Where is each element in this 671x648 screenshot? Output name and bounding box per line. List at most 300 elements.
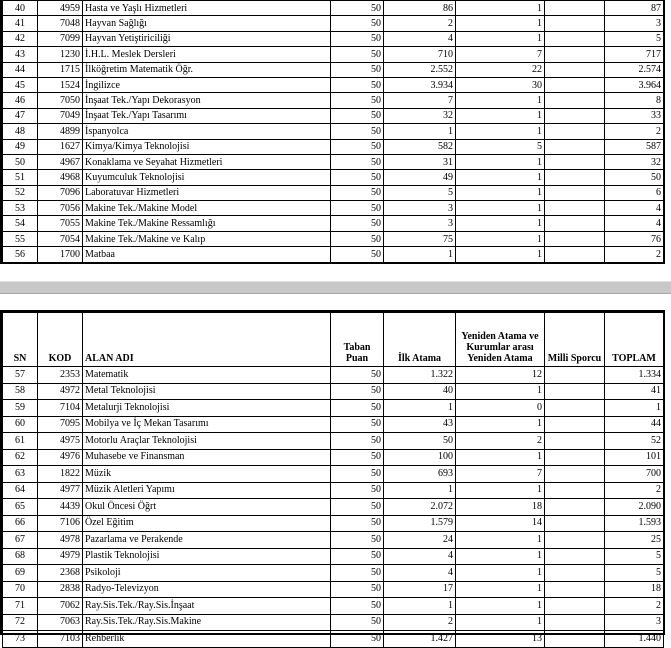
cell-ilk-atama: 32	[384, 108, 456, 123]
cell-milli-sporcu	[545, 598, 605, 615]
cell-kod: 4972	[38, 383, 83, 400]
cell-yeniden-atama: 1	[456, 565, 545, 582]
cell-milli-sporcu	[545, 548, 605, 565]
cell-yeniden-atama: 1	[456, 124, 545, 139]
cell-sn: 43	[3, 47, 38, 62]
cell-ilk-atama: 7	[384, 93, 456, 108]
cell-milli-sporcu	[545, 124, 605, 139]
table-row	[3, 62, 664, 77]
cell-toplam: 6	[605, 185, 664, 200]
table-row	[3, 77, 664, 92]
table-row	[3, 201, 664, 216]
cell-yeniden-atama: 1	[456, 231, 545, 246]
table-row	[3, 185, 664, 200]
cell-sn: 44	[3, 62, 38, 77]
cell-kod: 7096	[38, 185, 83, 200]
cell-taban-puan: 50	[331, 201, 384, 216]
table-row	[3, 383, 664, 400]
cell-taban-puan: 50	[331, 62, 384, 77]
cell-kod: 7048	[38, 16, 83, 31]
cell-alan-adi: Motorlu Araçlar Teknolojisi	[83, 433, 331, 450]
cell-alan-adi: Matematik	[83, 367, 331, 384]
cell-yeniden-atama: 5	[456, 139, 545, 154]
cell-milli-sporcu	[545, 565, 605, 582]
cell-taban-puan: 50	[331, 631, 384, 648]
cell-toplam: 1.334	[605, 367, 664, 384]
cell-alan-adi: Müzik	[83, 466, 331, 483]
cell-taban-puan: 50	[331, 565, 384, 582]
cell-taban-puan: 50	[331, 16, 384, 31]
table-row	[3, 532, 664, 549]
cell-sn: 59	[3, 400, 38, 417]
cell-milli-sporcu	[545, 154, 605, 169]
cell-milli-sporcu	[545, 515, 605, 532]
cell-alan-adi: Hayvan Sağlığı	[83, 16, 331, 31]
cell-yeniden-atama: 13	[456, 631, 545, 648]
cell-alan-adi: Müzik Aletleri Yapımı	[83, 482, 331, 499]
cell-sn: 66	[3, 515, 38, 532]
cell-yeniden-atama: 12	[456, 367, 545, 384]
cell-kod: 4968	[38, 170, 83, 185]
cell-sn: 55	[3, 231, 38, 246]
table-row	[3, 1, 664, 16]
cell-ilk-atama: 50	[384, 433, 456, 450]
cell-sn: 58	[3, 383, 38, 400]
cell-milli-sporcu	[545, 139, 605, 154]
cell-milli-sporcu	[545, 170, 605, 185]
table-row	[3, 231, 664, 246]
cell-ilk-atama: 100	[384, 449, 456, 466]
cell-ilk-atama: 1.579	[384, 515, 456, 532]
cell-taban-puan: 50	[331, 515, 384, 532]
cell-yeniden-atama: 1	[456, 548, 545, 565]
table-row	[3, 614, 664, 631]
cell-ilk-atama: 31	[384, 154, 456, 169]
cell-toplam: 50	[605, 170, 664, 185]
cell-alan-adi: Hayvan Yetiştiriciliği	[83, 31, 331, 46]
cell-ilk-atama: 710	[384, 47, 456, 62]
cell-toplam: 44	[605, 416, 664, 433]
table-row	[3, 108, 664, 123]
cell-kod: 7063	[38, 614, 83, 631]
cell-milli-sporcu	[545, 449, 605, 466]
cell-toplam: 8	[605, 93, 664, 108]
cell-kod: 1524	[38, 77, 83, 92]
cell-sn: 63	[3, 466, 38, 483]
cell-alan-adi: Ray.Sis.Tek./Ray.Sis.İnşaat	[83, 598, 331, 615]
table-page-2	[0, 310, 665, 644]
cell-alan-adi: Mobilya ve İç Mekan Tasarımı	[83, 416, 331, 433]
cell-alan-adi: Okul Öncesi Öğrt	[83, 499, 331, 516]
cell-taban-puan: 50	[331, 93, 384, 108]
cell-sn: 50	[3, 154, 38, 169]
cell-toplam: 2	[605, 598, 664, 615]
cell-kod: 7054	[38, 231, 83, 246]
table-row	[3, 482, 664, 499]
cell-toplam: 52	[605, 433, 664, 450]
cell-sn: 52	[3, 185, 38, 200]
table-row	[3, 499, 664, 516]
cell-yeniden-atama: 7	[456, 47, 545, 62]
cell-sn: 70	[3, 581, 38, 598]
cell-milli-sporcu	[545, 482, 605, 499]
cell-taban-puan: 50	[331, 231, 384, 246]
cell-ilk-atama: 693	[384, 466, 456, 483]
cell-taban-puan: 50	[331, 185, 384, 200]
cell-milli-sporcu	[545, 416, 605, 433]
table-page-1	[0, 0, 665, 264]
cell-sn: 73	[3, 631, 38, 648]
cell-milli-sporcu	[545, 400, 605, 417]
cell-milli-sporcu	[545, 201, 605, 216]
cell-alan-adi: İnşaat Tek./Yapı Tasarımı	[83, 108, 331, 123]
table-row	[3, 124, 664, 139]
cell-alan-adi: Makine Tek./Makine Ressamlığı	[83, 216, 331, 231]
cell-sn: 67	[3, 532, 38, 549]
cell-ilk-atama: 582	[384, 139, 456, 154]
cell-alan-adi: Pazarlama ve Perakende	[83, 532, 331, 549]
cell-ilk-atama: 75	[384, 231, 456, 246]
cell-taban-puan: 50	[331, 532, 384, 549]
header-milli-sporcu: Milli Sporcu	[545, 313, 605, 367]
cell-taban-puan: 50	[331, 367, 384, 384]
table-row	[3, 367, 664, 384]
cell-taban-puan: 50	[331, 124, 384, 139]
cell-milli-sporcu	[545, 433, 605, 450]
cell-kod: 7050	[38, 93, 83, 108]
cell-ilk-atama: 4	[384, 548, 456, 565]
cell-kod: 2353	[38, 367, 83, 384]
cell-alan-adi: Muhasebe ve Finansman	[83, 449, 331, 466]
cell-kod: 2368	[38, 565, 83, 582]
cell-taban-puan: 50	[331, 383, 384, 400]
cell-taban-puan: 50	[331, 139, 384, 154]
table-row	[3, 416, 664, 433]
cell-kod: 2838	[38, 581, 83, 598]
cell-taban-puan: 50	[331, 400, 384, 417]
cell-taban-puan: 50	[331, 247, 384, 262]
table-row	[3, 16, 664, 31]
cell-alan-adi: Konaklama ve Seyahat Hizmetleri	[83, 154, 331, 169]
cell-kod: 4899	[38, 124, 83, 139]
cell-taban-puan: 50	[331, 499, 384, 516]
cell-alan-adi: Ray.Sis.Tek./Ray.Sis.Makine	[83, 614, 331, 631]
cell-kod: 4967	[38, 154, 83, 169]
cell-sn: 53	[3, 201, 38, 216]
cell-ilk-atama: 17	[384, 581, 456, 598]
cell-toplam: 587	[605, 139, 664, 154]
allocation-table-2	[2, 312, 664, 648]
cell-alan-adi: İnşaat Tek./Yapı Dekorasyon	[83, 93, 331, 108]
cell-sn: 54	[3, 216, 38, 231]
cell-alan-adi: Metal Teknolojisi	[83, 383, 331, 400]
cell-kod: 4977	[38, 482, 83, 499]
cell-yeniden-atama: 1	[456, 1, 545, 16]
cell-toplam: 4	[605, 201, 664, 216]
cell-ilk-atama: 5	[384, 185, 456, 200]
cell-taban-puan: 50	[331, 416, 384, 433]
cell-yeniden-atama: 1	[456, 482, 545, 499]
cell-sn: 56	[3, 247, 38, 262]
cell-yeniden-atama: 1	[456, 532, 545, 549]
cell-milli-sporcu	[545, 77, 605, 92]
cell-alan-adi: Matbaa	[83, 247, 331, 262]
cell-yeniden-atama: 1	[456, 201, 545, 216]
cell-yeniden-atama: 30	[456, 77, 545, 92]
cell-ilk-atama: 49	[384, 170, 456, 185]
cell-toplam: 2	[605, 124, 664, 139]
cell-taban-puan: 50	[331, 598, 384, 615]
cell-toplam: 1	[605, 400, 664, 417]
cell-toplam: 41	[605, 383, 664, 400]
cell-toplam: 25	[605, 532, 664, 549]
cell-taban-puan: 50	[331, 614, 384, 631]
cell-milli-sporcu	[545, 31, 605, 46]
cell-yeniden-atama: 1	[456, 383, 545, 400]
cell-yeniden-atama: 1	[456, 154, 545, 169]
cell-ilk-atama: 40	[384, 383, 456, 400]
cell-milli-sporcu	[545, 16, 605, 31]
cell-kod: 7103	[38, 631, 83, 648]
table-row	[3, 581, 664, 598]
cell-toplam: 717	[605, 47, 664, 62]
cell-taban-puan: 50	[331, 170, 384, 185]
cell-yeniden-atama: 14	[456, 515, 545, 532]
cell-kod: 7062	[38, 598, 83, 615]
cell-alan-adi: Metalurji Teknolojisi	[83, 400, 331, 417]
cell-toplam: 5	[605, 31, 664, 46]
cell-alan-adi: İlköğretim Matematik Öğr.	[83, 62, 331, 77]
table-row	[3, 154, 664, 169]
header-sn: SN	[3, 313, 38, 367]
cell-sn: 64	[3, 482, 38, 499]
cell-kod: 7056	[38, 201, 83, 216]
cell-ilk-atama: 1	[384, 598, 456, 615]
cell-ilk-atama: 1	[384, 124, 456, 139]
cell-alan-adi: Hasta ve Yaşlı Hizmetleri	[83, 1, 331, 16]
cell-sn: 65	[3, 499, 38, 516]
cell-sn: 60	[3, 416, 38, 433]
cell-toplam: 2	[605, 482, 664, 499]
cell-milli-sporcu	[545, 231, 605, 246]
cell-alan-adi: Makine Tek./Makine Model	[83, 201, 331, 216]
cell-alan-adi: İ.H.L. Meslek Dersleri	[83, 47, 331, 62]
cell-sn: 62	[3, 449, 38, 466]
cell-sn: 71	[3, 598, 38, 615]
cell-yeniden-atama: 0	[456, 400, 545, 417]
cell-sn: 46	[3, 93, 38, 108]
cell-ilk-atama: 1.322	[384, 367, 456, 384]
cell-ilk-atama: 3	[384, 216, 456, 231]
cell-toplam: 101	[605, 449, 664, 466]
cell-kod: 1230	[38, 47, 83, 62]
table-row	[3, 216, 664, 231]
cell-alan-adi: Makine Tek./Makine ve Kalıp	[83, 231, 331, 246]
cell-yeniden-atama: 1	[456, 16, 545, 31]
cell-kod: 1627	[38, 139, 83, 154]
cell-ilk-atama: 1	[384, 482, 456, 499]
cell-toplam: 32	[605, 154, 664, 169]
table-row	[3, 170, 664, 185]
cell-kod: 1715	[38, 62, 83, 77]
cell-toplam: 3	[605, 16, 664, 31]
cell-milli-sporcu	[545, 216, 605, 231]
cell-ilk-atama: 24	[384, 532, 456, 549]
cell-taban-puan: 50	[331, 433, 384, 450]
table-row	[3, 93, 664, 108]
cell-taban-puan: 50	[331, 216, 384, 231]
header-kod: KOD	[38, 313, 83, 367]
table-row	[3, 433, 664, 450]
cell-kod: 7104	[38, 400, 83, 417]
cell-toplam: 2.090	[605, 499, 664, 516]
cell-sn: 61	[3, 433, 38, 450]
cell-ilk-atama: 3.934	[384, 77, 456, 92]
cell-milli-sporcu	[545, 62, 605, 77]
cell-alan-adi: Plastik Teknolojisi	[83, 548, 331, 565]
cell-taban-puan: 50	[331, 47, 384, 62]
cell-alan-adi: Laboratuvar Hizmetleri	[83, 185, 331, 200]
cell-taban-puan: 50	[331, 154, 384, 169]
table-row	[3, 47, 664, 62]
cell-ilk-atama: 2	[384, 614, 456, 631]
allocation-table-1	[2, 0, 664, 263]
cell-toplam: 2.574	[605, 62, 664, 77]
cell-yeniden-atama: 2	[456, 433, 545, 450]
cell-kod: 7055	[38, 216, 83, 231]
cell-kod: 1700	[38, 247, 83, 262]
cell-sn: 45	[3, 77, 38, 92]
cell-sn: 48	[3, 124, 38, 139]
cell-ilk-atama: 1.427	[384, 631, 456, 648]
cell-milli-sporcu	[545, 614, 605, 631]
cell-toplam: 1.593	[605, 515, 664, 532]
cell-alan-adi: Radyo-Televizyon	[83, 581, 331, 598]
cell-toplam: 18	[605, 581, 664, 598]
cell-kod: 7049	[38, 108, 83, 123]
table-row	[3, 31, 664, 46]
cell-yeniden-atama: 1	[456, 108, 545, 123]
table-row	[3, 565, 664, 582]
cell-alan-adi: Psikoloji	[83, 565, 331, 582]
header-toplam: TOPLAM	[605, 313, 664, 367]
table-header-row	[3, 313, 664, 367]
cell-ilk-atama: 1	[384, 247, 456, 262]
cell-sn: 40	[3, 1, 38, 16]
header-yeniden-atama: Yeniden Atama ve Kurumlar arası Yeniden Atama	[456, 313, 545, 367]
cell-kod: 4979	[38, 548, 83, 565]
cell-milli-sporcu	[545, 532, 605, 549]
cell-kod: 7095	[38, 416, 83, 433]
cell-alan-adi: İspanyolca	[83, 124, 331, 139]
header-alan-adi: ALAN ADI	[83, 313, 331, 367]
cell-sn: 49	[3, 139, 38, 154]
cell-taban-puan: 50	[331, 581, 384, 598]
cell-milli-sporcu	[545, 1, 605, 16]
cell-ilk-atama: 1	[384, 400, 456, 417]
cell-sn: 51	[3, 170, 38, 185]
cell-ilk-atama: 86	[384, 1, 456, 16]
cell-alan-adi: Kuyumculuk Teknolojisi	[83, 170, 331, 185]
cell-kod: 7099	[38, 31, 83, 46]
cell-taban-puan: 50	[331, 548, 384, 565]
cell-yeniden-atama: 1	[456, 614, 545, 631]
cell-toplam: 700	[605, 466, 664, 483]
cell-yeniden-atama: 1	[456, 598, 545, 615]
cell-milli-sporcu	[545, 47, 605, 62]
cell-sn: 41	[3, 16, 38, 31]
cell-ilk-atama: 2	[384, 16, 456, 31]
cell-yeniden-atama: 1	[456, 216, 545, 231]
cell-yeniden-atama: 1	[456, 247, 545, 262]
cell-milli-sporcu	[545, 383, 605, 400]
cell-taban-puan: 50	[331, 449, 384, 466]
cell-sn: 42	[3, 31, 38, 46]
cell-sn: 57	[3, 367, 38, 384]
cell-kod: 7106	[38, 515, 83, 532]
cell-milli-sporcu	[545, 185, 605, 200]
cell-ilk-atama: 3	[384, 201, 456, 216]
cell-sn: 47	[3, 108, 38, 123]
cell-sn: 69	[3, 565, 38, 582]
table-row	[3, 515, 664, 532]
page-separator	[0, 281, 671, 294]
cell-kod: 4976	[38, 449, 83, 466]
cell-toplam: 5	[605, 565, 664, 582]
cell-yeniden-atama: 1	[456, 170, 545, 185]
cell-yeniden-atama: 18	[456, 499, 545, 516]
cell-yeniden-atama: 1	[456, 93, 545, 108]
cell-milli-sporcu	[545, 108, 605, 123]
cell-yeniden-atama: 22	[456, 62, 545, 77]
cell-sn: 72	[3, 614, 38, 631]
cell-toplam: 3.964	[605, 77, 664, 92]
cell-milli-sporcu	[545, 93, 605, 108]
header-taban-puan: Taban Puan	[331, 313, 384, 367]
cell-ilk-atama: 4	[384, 31, 456, 46]
cell-sn: 68	[3, 548, 38, 565]
cell-toplam: 4	[605, 216, 664, 231]
cell-ilk-atama: 2.072	[384, 499, 456, 516]
cell-toplam: 33	[605, 108, 664, 123]
cell-taban-puan: 50	[331, 108, 384, 123]
cell-ilk-atama: 4	[384, 565, 456, 582]
table-row	[3, 449, 664, 466]
cell-milli-sporcu	[545, 367, 605, 384]
cell-milli-sporcu	[545, 499, 605, 516]
cell-kod: 4439	[38, 499, 83, 516]
cell-kod: 4959	[38, 1, 83, 16]
cell-ilk-atama: 43	[384, 416, 456, 433]
cell-kod: 1822	[38, 466, 83, 483]
cell-toplam: 2	[605, 247, 664, 262]
table-row	[3, 139, 664, 154]
table-row	[3, 548, 664, 565]
cell-taban-puan: 50	[331, 466, 384, 483]
cell-toplam: 3	[605, 614, 664, 631]
table-row	[3, 247, 664, 262]
table-row	[3, 598, 664, 615]
cell-kod: 4975	[38, 433, 83, 450]
cell-yeniden-atama: 7	[456, 466, 545, 483]
cell-toplam: 87	[605, 1, 664, 16]
cell-taban-puan: 50	[331, 1, 384, 16]
cell-yeniden-atama: 1	[456, 416, 545, 433]
cell-taban-puan: 50	[331, 31, 384, 46]
cell-milli-sporcu	[545, 247, 605, 262]
table-row	[3, 400, 664, 417]
cell-yeniden-atama: 1	[456, 581, 545, 598]
